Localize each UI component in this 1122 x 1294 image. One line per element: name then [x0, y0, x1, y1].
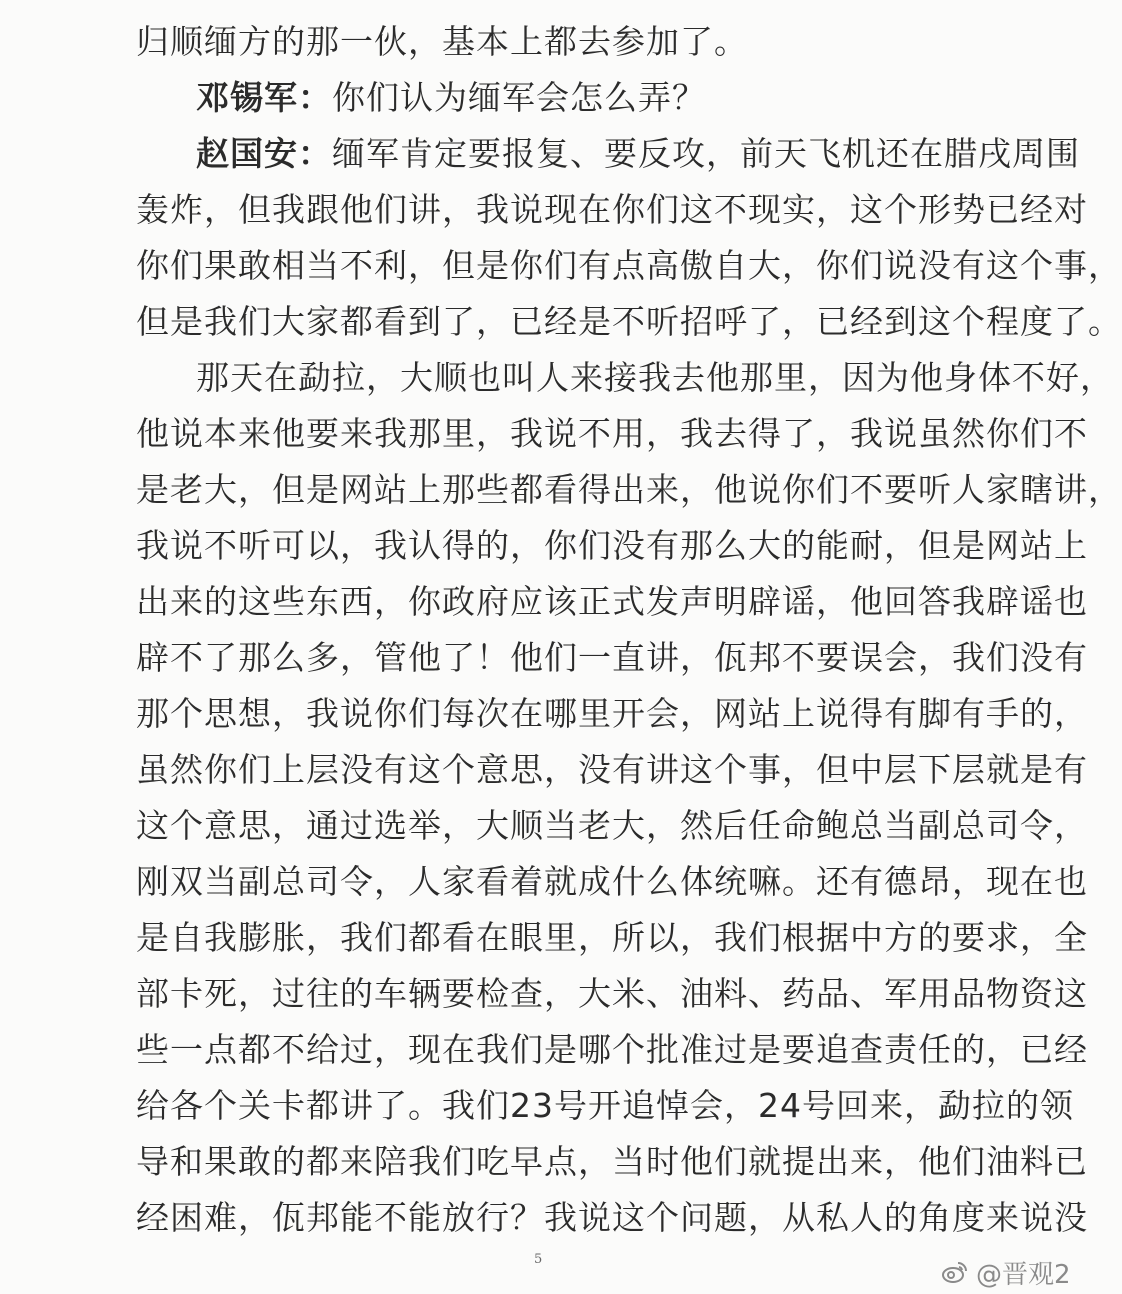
text-line: 经困难，佤邦能不能放行？我说这个问题，从私人的角度来说没 — [136, 1198, 1088, 1237]
page-number: 5 — [534, 1252, 543, 1267]
text-line: 是自我膨胀，我们都看在眼里，所以，我们根据中方的要求，全 — [136, 918, 1088, 957]
text-line: 刚双当副总司令，人家看着就成什么体统嘛。还有德昂，现在也 — [136, 862, 1088, 901]
text-line: 部卡死，过往的车辆要检查，大米、油料、药品、军用品物资这 — [136, 974, 1088, 1013]
text-line: 辟不了那么多，管他了！他们一直讲，佤邦不要误会，我们没有 — [136, 638, 1088, 677]
text-line: 出来的这些东西，你政府应该正式发声明辟谣，他回答我辟谣也 — [136, 582, 1088, 621]
text-line: 轰炸，但我跟他们讲，我说现在你们这不现实，这个形势已经对 — [136, 190, 1088, 229]
text-line: 那个思想，我说你们每次在哪里开会，网站上说得有脚有手的， — [136, 694, 1088, 733]
dialogue-line — [196, 70, 948, 126]
weibo-icon — [940, 1257, 970, 1287]
dialogue-line — [196, 126, 1080, 182]
text-line: 归顺缅方的那一伙，基本上都去参加了。 — [136, 22, 748, 61]
text-line: 我说不听可以，我认得的，你们没有那么大的能耐，但是网站上 — [136, 526, 1088, 565]
dialogue-text: 你们认为缅军会怎么弄？ — [332, 78, 706, 117]
text-line: 给各个关卡都讲了。我们23号开追悼会，24号回来，勐拉的领 — [136, 1086, 1074, 1125]
text-line: 你们果敢相当不利，但是你们有点高傲自大，你们说没有这个事， — [136, 246, 1122, 285]
text-line: 那天在勐拉，大顺也叫人来接我去他那里，因为他身体不好， — [196, 358, 1114, 397]
speaker-label: 邓锡军： — [196, 78, 332, 117]
text-line: 虽然你们上层没有这个意思，没有讲这个事，但中层下层就是有 — [136, 750, 1088, 789]
text-line: 他说本来他要来我那里，我说不用，我去得了，我说虽然你们不 — [136, 414, 1088, 453]
text-line: 导和果敢的都来陪我们吃早点，当时他们就提出来，他们油料已 — [136, 1142, 1088, 1181]
text-line: 但是我们大家都看到了，已经是不听招呼了，已经到这个程度了。 — [136, 302, 1122, 341]
watermark — [940, 1252, 1078, 1292]
watermark-text: @晋观2 — [976, 1259, 1071, 1290]
text-line: 是老大，但是网站上那些都看得出来，他说你们不要听人家瞎讲， — [136, 470, 1122, 509]
speaker-label: 赵国安： — [196, 134, 332, 173]
dialogue-text: 缅军肯定要报复、要反攻，前天飞机还在腊戌周围 — [332, 134, 1080, 173]
text-line: 这个意思，通过选举，大顺当老大，然后任命鲍总当副总司令， — [136, 806, 1088, 845]
text-line: 些一点都不给过，现在我们是哪个批准过是要追查责任的，已经 — [136, 1030, 1088, 1069]
